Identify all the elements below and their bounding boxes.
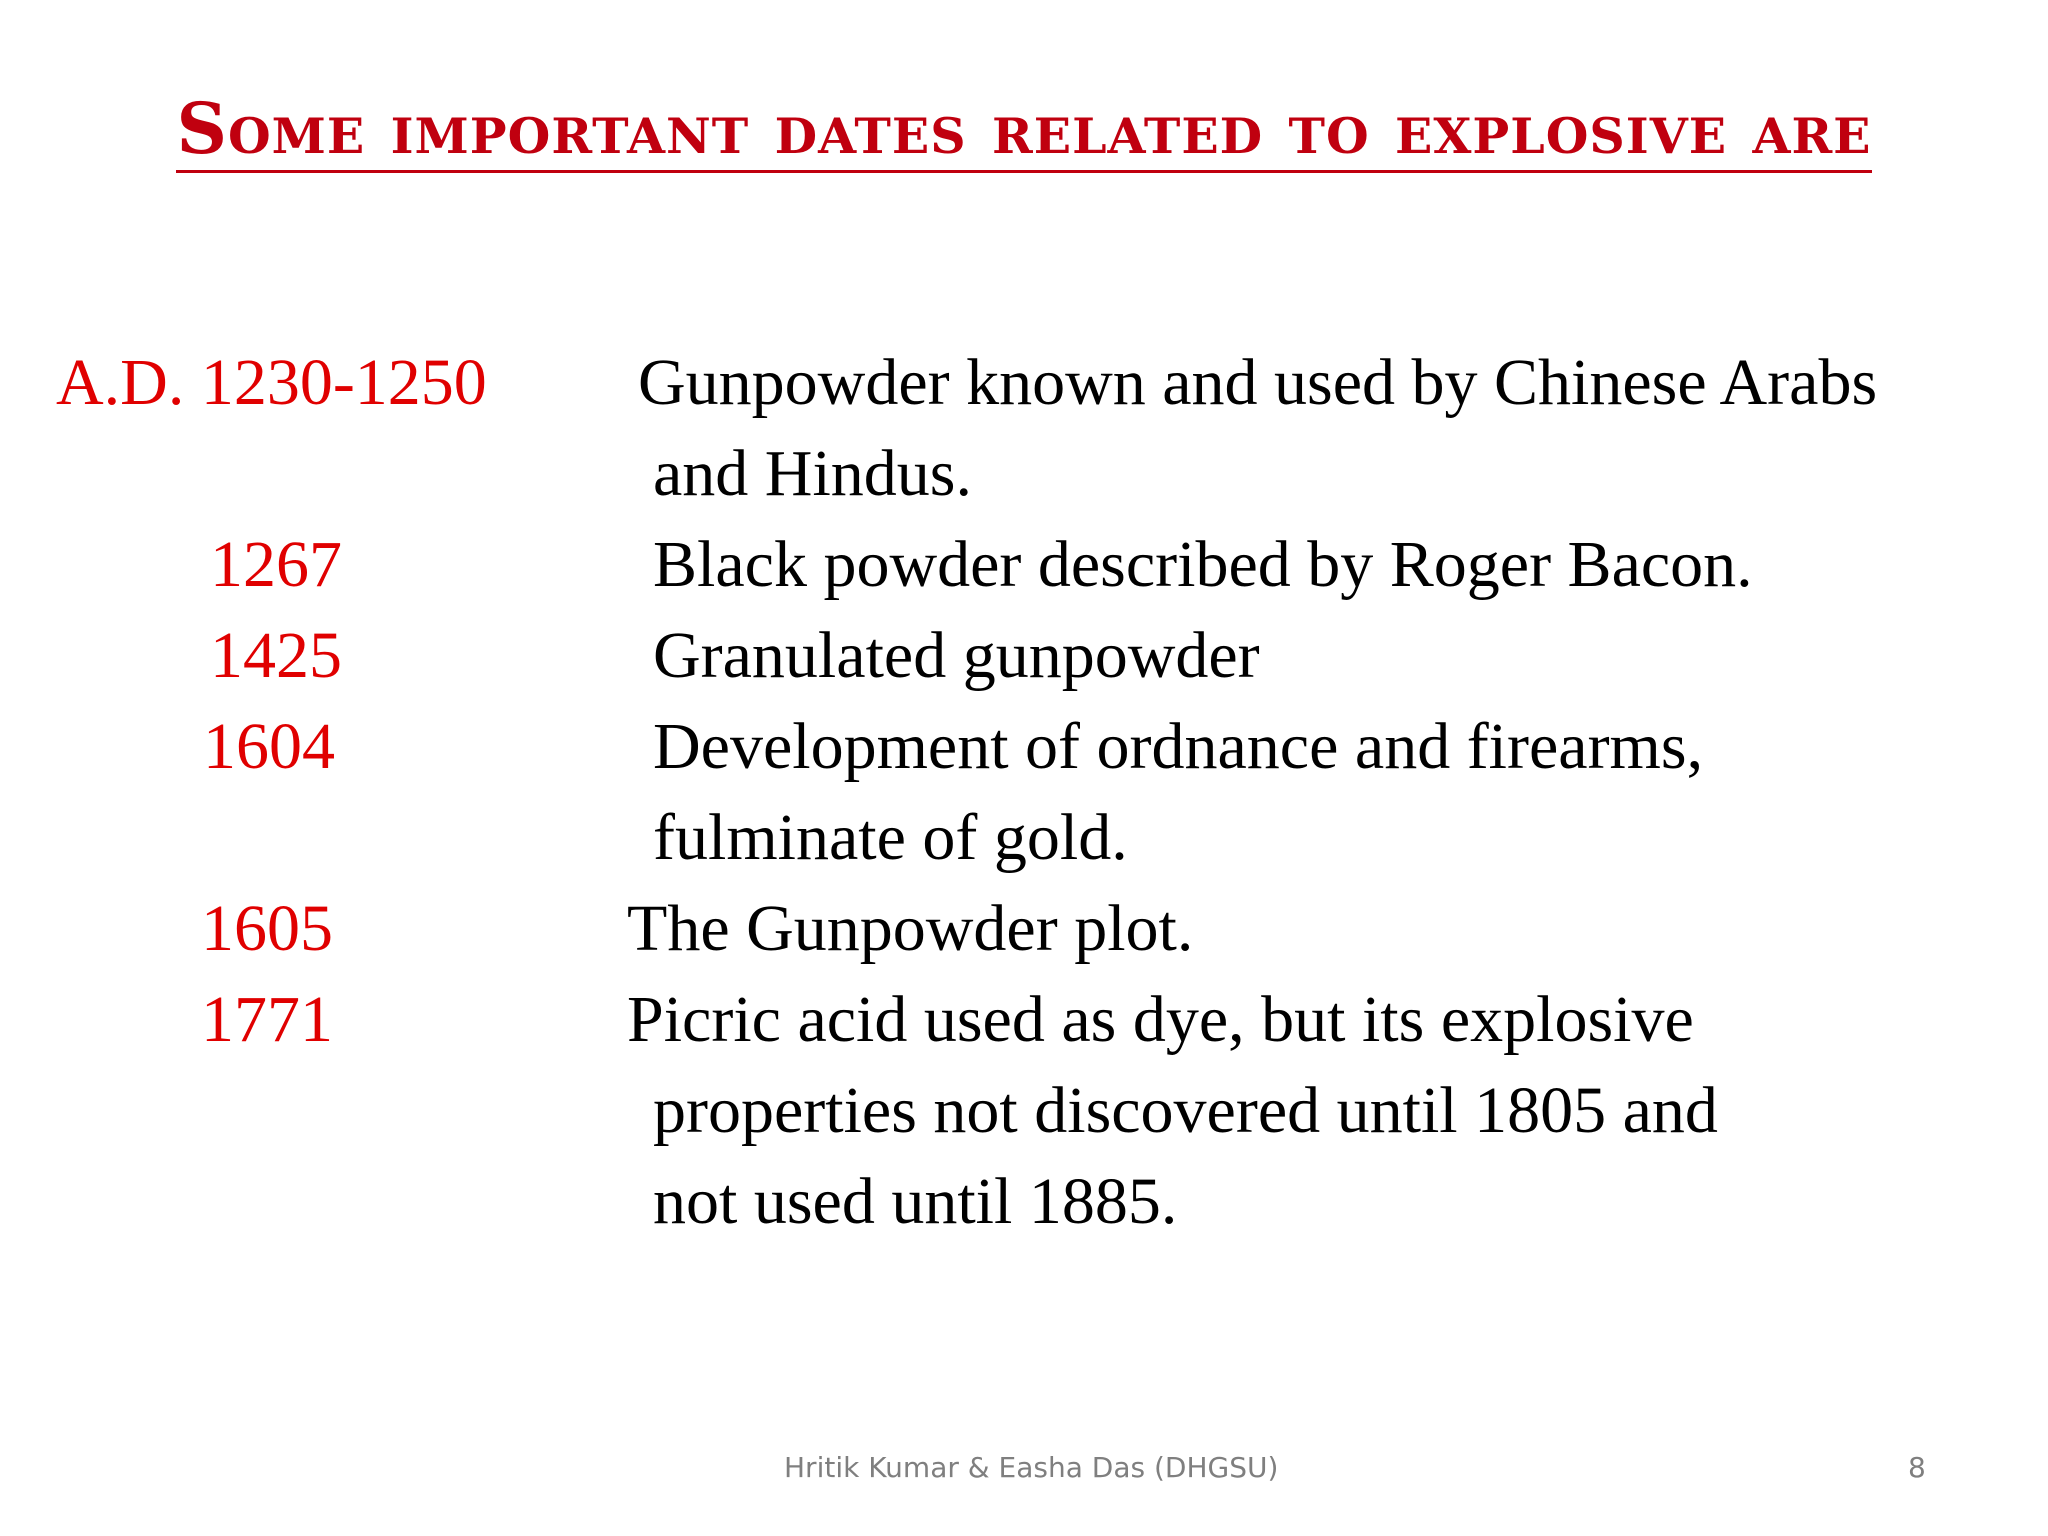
timeline-year: 1604 [203, 710, 335, 783]
footer-author: Hritik Kumar & Easha Das (DHGSU) [784, 1451, 1279, 1484]
timeline-description: The Gunpowder plot. [627, 892, 1194, 965]
timeline-description: Development of ordnance and firearms, [653, 710, 1704, 783]
timeline-description: Granulated gunpowder [653, 619, 1260, 692]
timeline-description: Gunpowder known and used by Chinese Arabs [638, 346, 1878, 419]
timeline-year: A.D. 1230-1250 [56, 346, 487, 419]
footer-page-number: 8 [1908, 1451, 1926, 1484]
timeline-description: Black powder described by Roger Bacon. [653, 528, 1753, 601]
timeline-description: fulminate of gold. [653, 801, 1128, 874]
timeline-list [0, 346, 2048, 1250]
timeline-description: properties not discovered until 1805 and [653, 1074, 1718, 1147]
timeline-year: 1267 [210, 528, 342, 601]
timeline-year: 1605 [201, 892, 333, 965]
timeline-year: 1771 [201, 983, 333, 1056]
timeline-description: and Hindus. [653, 437, 972, 510]
timeline-description: not used until 1885. [653, 1165, 1178, 1238]
timeline-description: Picric acid used as dye, but its explosive [627, 983, 1694, 1056]
slide-title [0, 86, 2048, 172]
timeline-year: 1425 [210, 619, 342, 692]
slide-title-text: Some important dates related to explosive are [176, 87, 1871, 173]
